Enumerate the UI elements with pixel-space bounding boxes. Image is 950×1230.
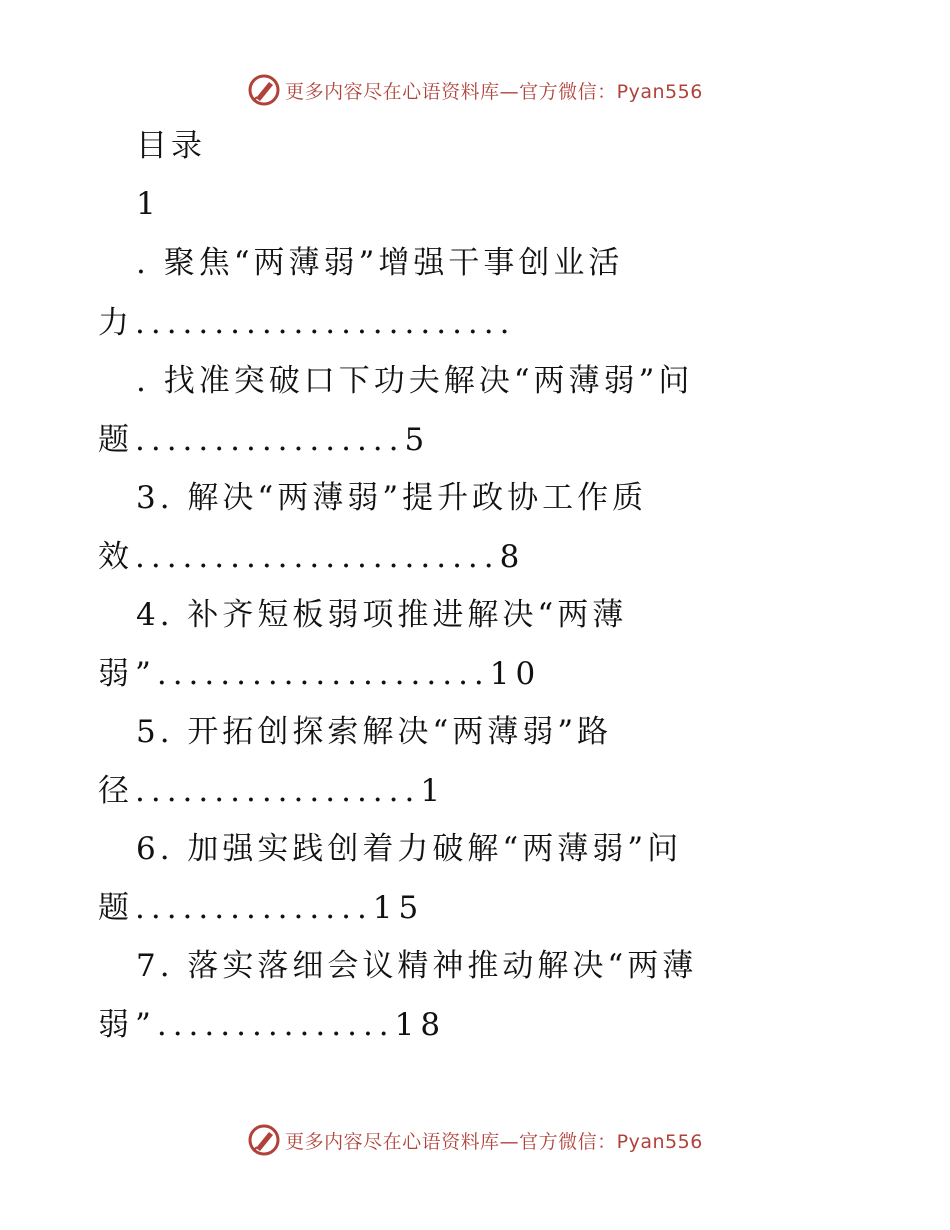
toc-entry-4: 4. 补齐短板弱项推进解决“两薄 [136,597,628,633]
toc-entry-7-leader: 弱”...............18 [98,1007,447,1043]
toc-entry-2: . 找准突破口下功夫解决“两薄弱”问 [136,363,694,399]
header-banner-text: 更多内容尽在心语资料库—官方微信：Pyan556 [285,80,703,103]
toc-entry-2-leader: 题.................5 [98,422,431,458]
toc-entry-3: 3. 解决“两薄弱”提升政协工作质 [136,480,648,516]
toc-entry-3-leader: 效.......................8 [98,539,526,575]
toc-line: 1 [136,186,160,222]
toc-entry-6: 6. 加强实践创着力破解“两薄弱”问 [136,831,683,867]
toc-entry-4-leader: 弱”.....................10 [98,656,542,692]
pen-circle-logo-icon [247,1123,281,1157]
toc-entry-5: 5. 开拓创探索解决“两薄弱”路 [136,714,613,750]
footer-banner-text: 更多内容尽在心语资料库—官方微信：Pyan556 [285,1130,703,1153]
toc-entry-7: 7. 落实落细会议精神推动解决“两薄 [136,948,698,984]
footer-banner [0,1120,950,1160]
pen-circle-logo-icon [247,73,281,107]
header-banner [0,70,950,110]
toc-entry-5-leader: 径..................1 [98,773,447,809]
toc-entry-1-leader: 力........................ [98,305,516,341]
toc-title: 目录 [136,128,206,164]
toc-entry-1: . 聚焦“两薄弱”增强干事创业活 [136,245,624,281]
toc-entry-6-leader: 题...............15 [98,890,425,926]
